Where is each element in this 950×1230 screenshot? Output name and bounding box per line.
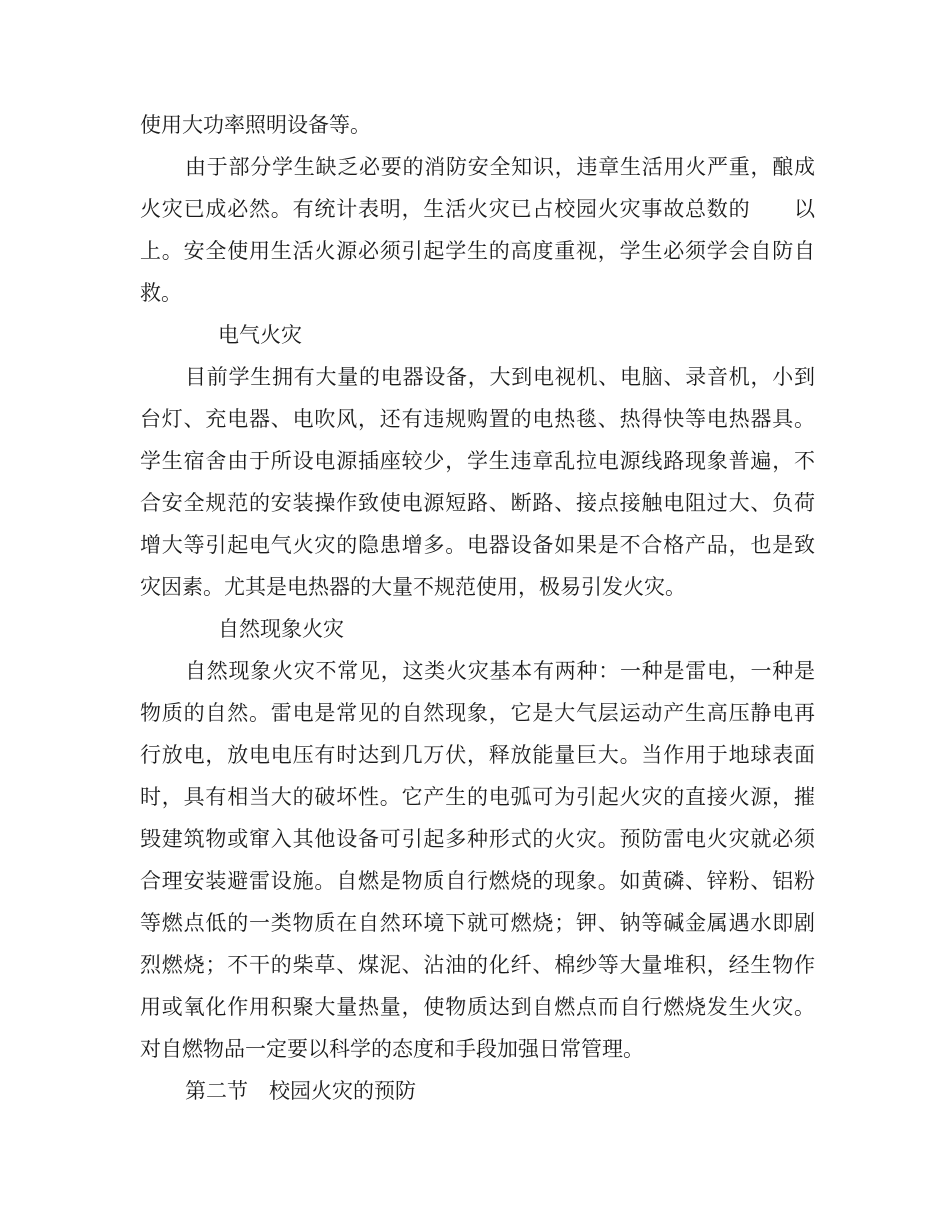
body-text-line: 上。安全使用生活火源必须引起学生的高度重视，学生必须学会自防自 [140,239,815,263]
paragraph-first-line: 目前学生拥有大量的电器设备，大到电视机、电脑、录音机，小到 [185,365,815,389]
paragraph-first-line: 由于部分学生缺乏必要的消防安全知识，违章生活用火严重，酿成 [185,155,815,179]
body-text-line: 火灾已成必然。有统计表明，生活火灾已占校园火灾事故总数的 以 [140,197,815,221]
chapter-section-heading: 第二节 校园火灾的预防 [185,1079,416,1103]
body-text-line: 灾因素。尤其是电热器的大量不规范使用，极易引发火灾。 [140,575,686,599]
body-text-line: 使用大功率照明设备等。 [140,113,371,137]
body-text-line: 台灯、充电器、电吹风，还有违规购置的电热毯、热得快等电热器具。 [140,407,815,431]
body-text-line: 救。 [140,281,182,305]
body-text-line: 用或氧化作用积聚大量热量，使物质达到自燃点而自行燃烧发生火灾。 [140,995,815,1019]
body-text-line: 合安全规范的安装操作致使电源短路、断路、接点接触电阻过大、负荷 [140,491,815,515]
body-text-line: 行放电，放电电压有时达到几万伏，释放能量巨大。当作用于地球表面 [140,743,815,767]
body-text-line: 烈燃烧；不干的柴草、煤泥、沾油的化纤、棉纱等大量堆积，经生物作 [140,953,815,977]
body-text-line: 等燃点低的一类物质在自然环境下就可燃烧；钾、钠等碱金属遇水即剧 [140,911,815,935]
body-text-line: 增大等引起电气火灾的隐患增多。电器设备如果是不合格产品，也是致 [140,533,815,557]
body-text-line: 毁建筑物或窜入其他设备可引起多种形式的火灾。预防雷电火灾就必须 [140,827,815,851]
body-text-line: 物质的自然。雷电是常见的自然现象，它是大气层运动产生高压静电再 [140,701,815,725]
section-heading-natural-fire: 自然现象火灾 [218,617,344,641]
body-text-line: 时，具有相当大的破坏性。它产生的电弧可为引起火灾的直接火源，摧 [140,785,815,809]
body-text-line: 对自燃物品一定要以科学的态度和手段加强日常管理。 [140,1037,644,1061]
paragraph-first-line: 自然现象火灾不常见，这类火灾基本有两种：一种是雷电，一种是 [185,659,815,683]
body-text-line: 学生宿舍由于所设电源插座较少，学生违章乱拉电源线路现象普遍，不 [140,449,815,473]
body-text-line: 合理安装避雷设施。自燃是物质自行燃烧的现象。如黄磷、锌粉、铝粉 [140,869,815,893]
section-heading-electrical-fire: 电气火灾 [218,323,302,347]
